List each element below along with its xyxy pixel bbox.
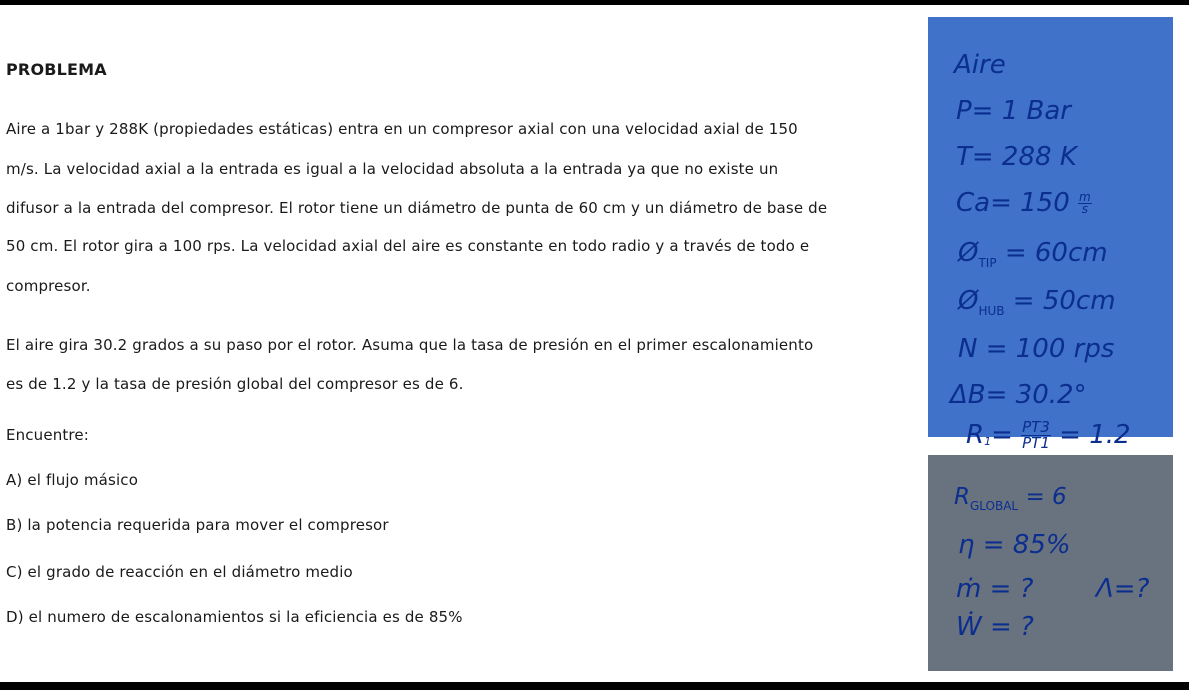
note-axial-velocity-value: Ca= 150 <box>956 188 1070 218</box>
problem-title: PROBLEMA <box>6 60 107 79</box>
note-efficiency: η = 85% <box>958 530 1071 560</box>
note-axial-velocity <box>956 188 1092 218</box>
note-temperature: T= 288 K <box>956 142 1077 172</box>
question-item-c: C) el grado de reacción en el diámetro medio <box>6 563 353 581</box>
paragraph1-line: m/s. La velocidad axial a la entrada es igual a la velocidad absoluta a la entrada ya que no existe un <box>6 160 779 178</box>
question-item-a: A) el flujo másico <box>6 471 139 489</box>
note-mass-flow: ṁ = ? <box>956 574 1034 604</box>
paragraph1-line: Aire a 1bar y 288K (propiedades estáticas) entra en un compresor axial con una velocidad axial de 150 <box>6 120 798 138</box>
find-label: Encuentre: <box>6 426 89 444</box>
paragraph2-line: El aire gira 30.2 grados a su paso por el rotor. Asuma que la tasa de presión en el primer escalonamiento <box>6 336 814 354</box>
note-reaction-degree: Λ=? <box>1096 574 1150 604</box>
note-stage-pressure-ratio: R1= $\frac{PT3}{PT1}$ = 1.2 <box>966 418 1131 452</box>
top-border <box>0 0 1189 5</box>
paragraph1-line: compresor. <box>6 277 91 295</box>
note-rotation-speed: N = 100 rps <box>958 334 1115 364</box>
paragraph1-line: 50 cm. El rotor gira a 100 rps. La velocidad axial del aire es constante en todo radio y a través de todo e <box>6 237 810 255</box>
note-pressure: P= 1 Bar <box>956 96 1071 126</box>
note-hub-diameter: $Ø_{HUB} = 50cm$ <box>958 286 1116 318</box>
note-global-pressure-ratio: $R_{GLOBAL} = 6$ <box>954 484 1067 513</box>
note-axial-velocity-unit: $\frac{m}{s}$ <box>1079 190 1091 216</box>
question-item-d: D) el numero de escalonamientos si la eficiencia es de 85% <box>6 608 463 626</box>
question-item-b: B) la potencia requerida para mover el compresor <box>6 516 389 534</box>
note-deflection-angle: ΔB= 30.2° <box>950 380 1087 410</box>
paragraph2-line: es de 1.2 y la tasa de presión global del compresor es de 6. <box>6 375 464 393</box>
notes-panel-blue <box>928 17 1173 437</box>
note-power: Ẇ = ? <box>956 612 1034 642</box>
paragraph1-line: difusor a la entrada del compresor. El rotor tiene un diámetro de punta de 60 cm y un diámetro de base de <box>6 199 828 217</box>
note-heading: Aire <box>954 50 1006 80</box>
bottom-border <box>0 682 1189 690</box>
note-tip-diameter: $Ø_{TIP} = 60cm$ <box>958 238 1108 270</box>
